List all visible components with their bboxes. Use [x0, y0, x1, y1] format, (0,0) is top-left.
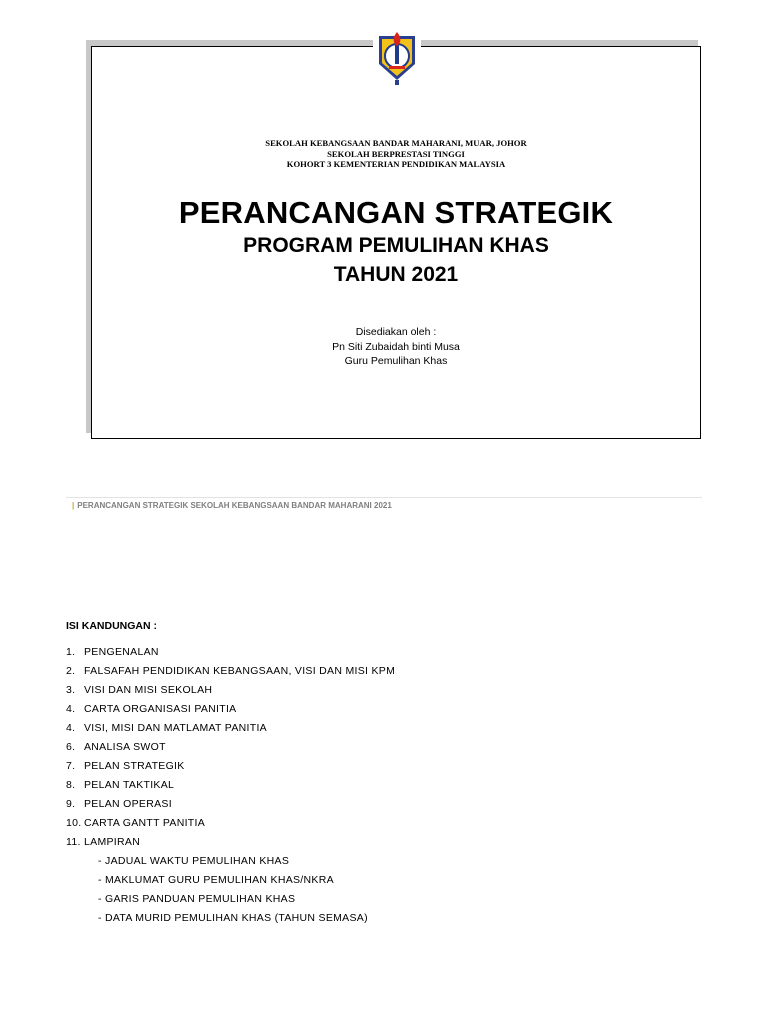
toc-item-number: 2.	[66, 665, 76, 677]
toc-item	[66, 776, 395, 795]
toc-item-number: 6.	[66, 741, 76, 753]
toc-item	[66, 719, 395, 738]
toc-sub-item: - GARIS PANDUAN PEMULIHAN KHAS	[98, 893, 296, 905]
toc-item-label: PELAN STRATEGIK	[84, 760, 185, 772]
toc-item-label: FALSAFAH PENDIDIKAN KEBANGSAAN, VISI DAN MISI KPM	[84, 665, 396, 677]
footer-divider	[66, 497, 702, 498]
school-header	[91, 138, 701, 170]
author-role: Guru Pemulihan Khas	[344, 355, 448, 367]
toc-item-label: VISI, MISI DAN MATLAMAT PANITIA	[84, 722, 267, 734]
document-year: TAHUN 2021	[333, 263, 459, 286]
toc-item-label: CARTA ORGANISASI PANITIA	[84, 703, 237, 715]
toc-sub-item: - DATA MURID PEMULIHAN KHAS (TAHUN SEMASA)	[98, 912, 368, 924]
footer-text: PERANCANGAN STRATEGIK SEKOLAH KEBANGSAAN BANDAR MAHARANI 2021	[77, 501, 392, 510]
toc-item-number: 11.	[66, 836, 81, 848]
school-cohort: KOHORT 3 KEMENTERIAN PENDIDIKAN MALAYSIA	[286, 159, 506, 169]
toc-item	[66, 681, 395, 700]
prepared-label: Disediakan oleh :	[355, 326, 437, 338]
author-name: Pn Siti Zubaidah binti Musa	[332, 340, 460, 353]
toc-sub-item: - JADUAL WAKTU PEMULIHAN KHAS	[98, 855, 290, 867]
toc-item-label: VISI DAN MISI SEKOLAH	[84, 684, 213, 696]
toc-item	[66, 757, 395, 776]
toc-item	[66, 643, 395, 662]
toc-item-number: 4.	[66, 722, 76, 734]
toc-item	[66, 795, 395, 814]
toc-item-number: 1.	[66, 646, 76, 658]
toc-item-label: PENGENALAN	[84, 646, 159, 658]
school-crest-logo	[373, 28, 421, 86]
toc-item-label: CARTA GANTT PANITIA	[84, 817, 206, 829]
school-name: SEKOLAH KEBANGSAAN BANDAR MAHARANI, MUAR, JOHOR	[265, 138, 527, 148]
toc-sub-item: - MAKLUMAT GURU PEMULIHAN KHAS/NKRA	[98, 874, 334, 886]
toc-item	[66, 662, 395, 681]
toc-item-label: LAMPIRAN	[84, 836, 141, 848]
footer-bar-icon: |	[72, 501, 75, 510]
table-of-contents	[66, 643, 395, 928]
document-subtitle: PROGRAM PEMULIHAN KHAS	[243, 234, 549, 257]
toc-item	[66, 833, 395, 852]
toc-heading: ISI KANDUNGAN :	[66, 620, 157, 632]
toc-item	[66, 738, 395, 757]
toc-item	[66, 814, 395, 833]
document-title: PERANCANGAN STRATEGIK	[178, 195, 614, 230]
toc-item-number: 4.	[66, 703, 76, 715]
toc-item-number: 8.	[66, 779, 76, 791]
toc-item-label: PELAN OPERASI	[84, 798, 172, 810]
toc-item-label: ANALISA SWOT	[84, 741, 166, 753]
school-status: SEKOLAH BERPRESTASI TINGGI	[327, 148, 465, 159]
toc-item-number: 7.	[66, 760, 76, 772]
toc-item-number: 3.	[66, 684, 76, 696]
toc-item-number: 9.	[66, 798, 76, 810]
toc-item	[66, 700, 395, 719]
toc-item-number: 10.	[66, 817, 82, 829]
toc-item-label: PELAN TAKTIKAL	[84, 779, 175, 791]
page-footer	[72, 500, 392, 511]
prepared-by-block	[91, 325, 701, 369]
